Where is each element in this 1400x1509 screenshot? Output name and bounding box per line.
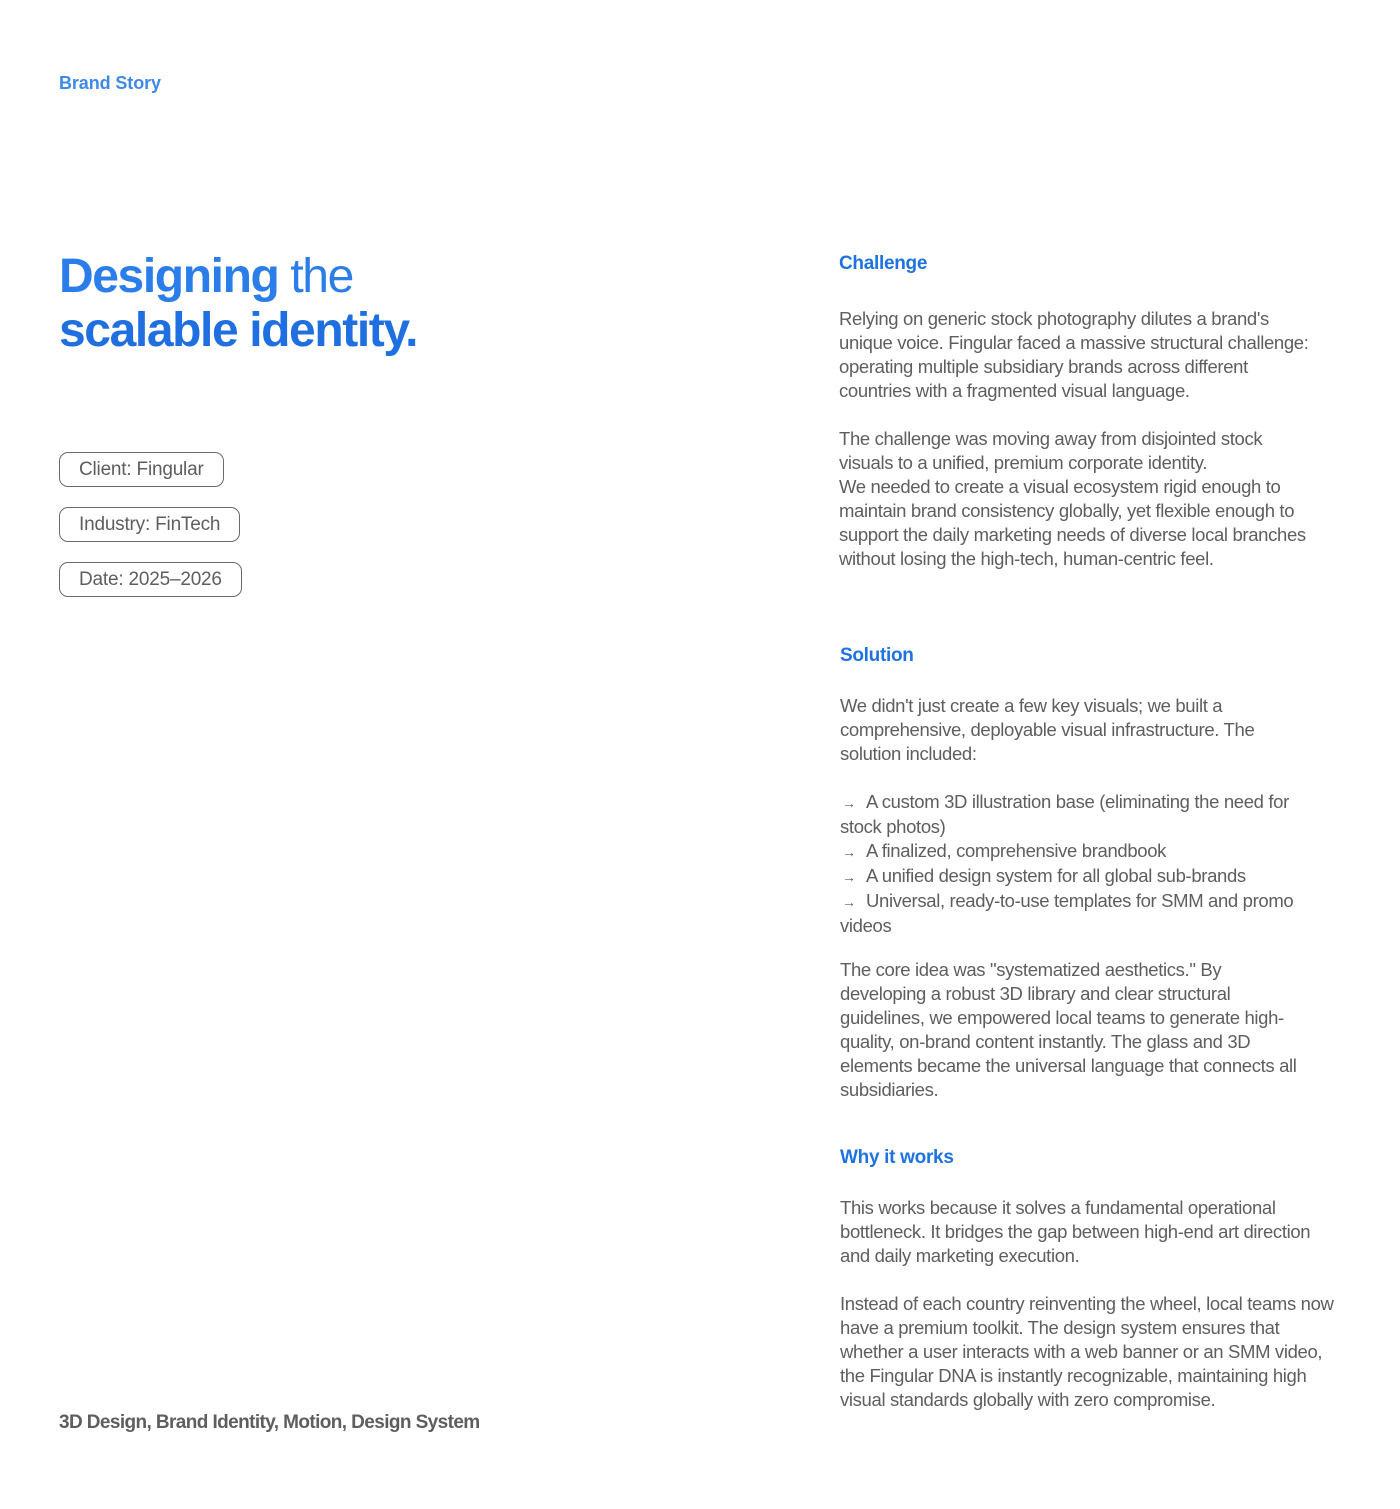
solution-intro: We didn't just create a few key visuals; we built a comprehensive, deployable visual infrastructure. The solution included: [840, 695, 1255, 764]
date-pill: Date: 2025–2026 [59, 562, 242, 597]
why-paragraph-2: Instead of each country reinventing the wheel, local teams now have a premium toolkit. The design system ensures that whether a user interacts with a web banner or an SMM video, the Fingular DNA is instantly recognizable, maintaining high visual standards globally with zero compromise. [840, 1293, 1334, 1410]
title-light: the [278, 250, 353, 303]
solution-list [840, 790, 1300, 938]
arrow-right-icon: → [842, 894, 856, 910]
challenge-heading: Challenge [839, 253, 928, 274]
list-item: → Universal, ready-to-use templates for SMM and promo videos [840, 890, 1294, 936]
list-item: → A custom 3D illustration base (eliminating the need for stock photos) [840, 791, 1289, 837]
solution-heading: Solution [840, 645, 914, 666]
arrow-right-icon: → [842, 869, 856, 885]
challenge-paragraph-2a: The challenge was moving away from disjointed stock visuals to a unified, premium corporate identity. [839, 428, 1263, 473]
service-tags: 3D Design, Brand Identity, Motion, Design System [59, 1412, 480, 1433]
client-pill: Client: Fingular [59, 452, 224, 487]
arrow-right-icon: → [842, 844, 856, 860]
arrow-right-icon: → [842, 795, 856, 811]
why-paragraph-1: This works because it solves a fundamental operational bottleneck. It bridges the gap between high-end art direction and daily marketing execution. [840, 1197, 1311, 1266]
challenge-paragraph-1: Relying on generic stock photography dilutes a brand's unique voice. Fingular faced a massive structural challenge: operating multiple subsidiary brands across different countries with a fragmented visual language. [839, 308, 1309, 401]
project-meta [59, 452, 242, 597]
solution-outro: The core idea was "systematized aesthetics." By developing a robust 3D library and clear structural guidelines, we empowered local teams to generate high-quality, on-brand content instantly. The glass and 3D elements became the universal language that connects all subsidiaries. [840, 959, 1297, 1100]
title-line2: scalable identity. [59, 304, 418, 357]
page-title [59, 250, 759, 358]
list-item: → A unified design system for all global sub-brands [840, 864, 1300, 889]
brand-story-label: Brand Story [59, 73, 161, 93]
list-item: → A finalized, comprehensive brandbook [840, 839, 1300, 864]
why-heading: Why it works [840, 1147, 954, 1168]
title-bold: Designing [59, 250, 279, 303]
challenge-paragraph-2b: We needed to create a visual ecosystem rigid enough to maintain brand consistency globally, yet flexible enough to support the daily marketing needs of diverse local branches without losing the high-tech, human-centric feel. [839, 476, 1306, 569]
industry-pill: Industry: FinTech [59, 507, 240, 542]
